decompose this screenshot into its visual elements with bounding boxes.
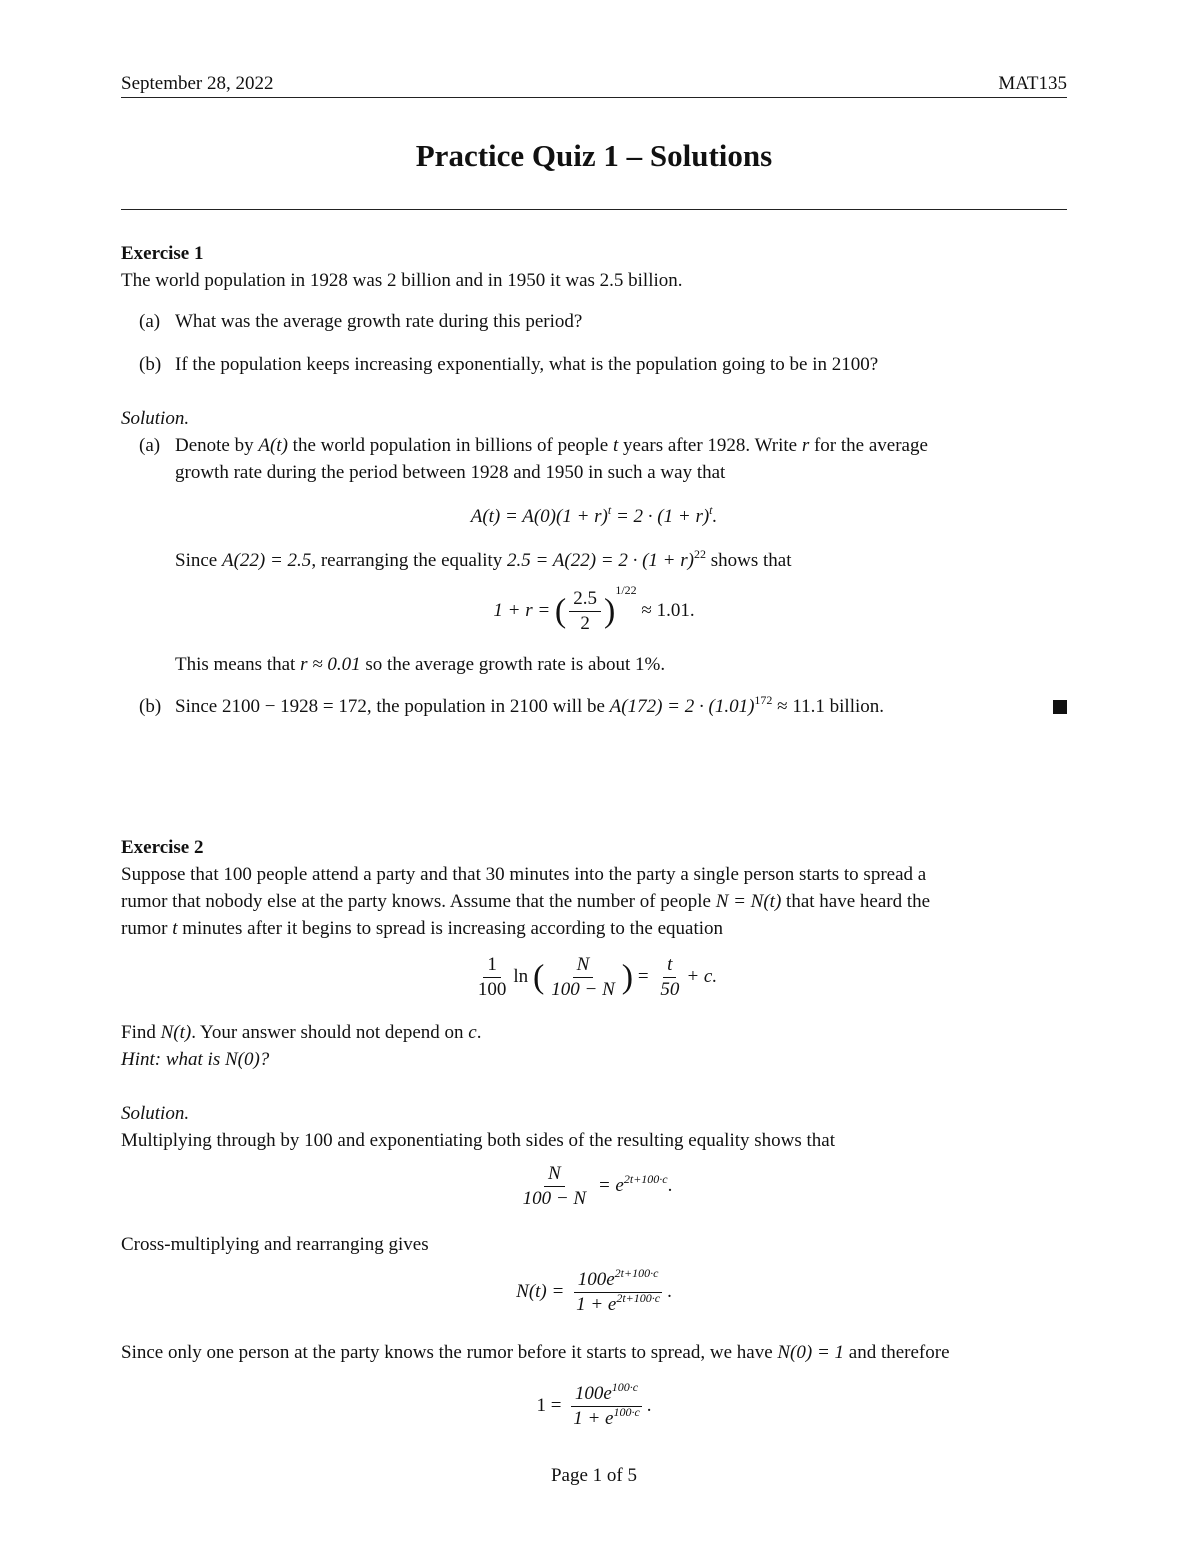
fraction: [569, 1382, 644, 1431]
eq-sup: t: [709, 503, 713, 517]
math-run: 2100 − 1928 = 172: [221, 696, 367, 717]
exercise-1-solution-label: Solution.: [121, 408, 190, 429]
exercise-2-solution-label: Solution.: [121, 1103, 190, 1124]
eq-part: 100e: [577, 1269, 615, 1290]
eq-rhs: = e: [597, 1174, 624, 1196]
fraction-denominator: 100 − N: [551, 979, 615, 1000]
document-page: [121, 0, 1067, 1553]
fraction-numerator: N: [544, 1162, 565, 1187]
fraction-denominator: 100 − N: [522, 1188, 587, 1209]
solution-b-label: (b): [139, 696, 162, 717]
header-course: MAT135: [998, 73, 1067, 94]
question-a-label: (a): [139, 311, 161, 332]
eq-part: 100e: [574, 1383, 612, 1404]
exercise-2-heading: Exercise 2: [121, 837, 204, 858]
text-run: for the average: [813, 435, 928, 456]
solution-2-line-1: Multiplying through by 100 and exponentiating both sides of the resulting equality shows that: [121, 1130, 836, 1151]
math-run: t: [172, 918, 178, 939]
title-rule: [121, 209, 1067, 210]
math-run: A(172) = 2 · (1.01): [609, 696, 755, 717]
solution-a-line-2: growth rate during the period between 1928 and 1950 in such a way that: [175, 462, 726, 483]
eq-sup: 2t+100·c: [614, 1266, 659, 1280]
text-run: , the population in 2100 will be: [366, 696, 605, 717]
solution-2-line-2: Cross-multiplying and rearranging gives: [121, 1234, 429, 1255]
eq-end: .: [646, 1394, 652, 1416]
math-A-t: A(t): [258, 435, 288, 456]
text-run: Since: [175, 696, 218, 717]
eq-sup: 2t+100·c: [623, 1171, 668, 1186]
text-run: years after 1928. Write: [623, 435, 798, 456]
equation-growth-model: [121, 503, 1067, 530]
header-date: September 28, 2022: [121, 73, 274, 94]
equation-rumor-model: [121, 953, 1067, 1002]
question-b-label: (b): [139, 354, 162, 375]
equation-initial-condition: [121, 1382, 1067, 1431]
solution-a-label: (a): [139, 435, 161, 456]
text-run: Since only one person at the party knows the rumor before it starts to spread, we have: [121, 1342, 773, 1363]
eq-part: A(t) = A(0)(1 + r): [470, 506, 608, 527]
text-run: that have heard the: [786, 891, 931, 912]
paren-left: (: [554, 592, 567, 630]
page-title: Practice Quiz 1 – Solutions: [415, 138, 773, 173]
text-run: rumor that nobody else at the party knows. Assume that the number of people: [121, 891, 711, 912]
ln-operator: ln: [513, 965, 529, 987]
exercise-1-intro: The world population in 1928 was 2 billion and in 1950 it was 2.5 billion.: [121, 270, 683, 291]
qed-square-icon: [1053, 700, 1067, 714]
text-run: . Your answer should not depend on: [191, 1022, 464, 1043]
text-run: Find: [121, 1022, 156, 1043]
eq-sup: 100·c: [611, 1380, 639, 1394]
fraction-numerator: [574, 1268, 663, 1293]
page-number: Page 1 of 5: [550, 1465, 637, 1486]
fraction: [656, 953, 683, 1002]
eq-lhs: N(t) =: [516, 1280, 565, 1302]
fraction-denominator: 50: [660, 979, 680, 1000]
fraction-denominator: [572, 1293, 664, 1317]
eq-sup: t: [607, 503, 612, 517]
eq-end: .: [667, 1280, 672, 1302]
text-run: ≈ 11.1 billion.: [777, 696, 885, 717]
text-run: so the average growth rate is about 1%.: [365, 654, 666, 675]
fraction-numerator: 2.5: [569, 587, 601, 612]
exercise-2-line-2: [121, 888, 1067, 915]
paren-right: ): [604, 592, 616, 630]
fraction-denominator: 100: [477, 979, 507, 1000]
solution-a-line-1: [175, 432, 1067, 459]
fraction: [569, 587, 601, 636]
text-run: shows that: [710, 550, 792, 571]
exercise-2-hint: Hint: what is N(0)?: [121, 1049, 270, 1070]
fraction: [547, 953, 619, 1002]
equation-N-of-t: [121, 1268, 1067, 1317]
header-rule: [121, 97, 1067, 98]
fraction-numerator: N: [573, 953, 594, 978]
fraction: [519, 1162, 591, 1211]
text-run: and therefore: [848, 1342, 950, 1363]
text-run: Since: [175, 550, 218, 571]
fraction: [572, 1268, 664, 1317]
fraction-numerator: [571, 1382, 642, 1407]
math-t: t: [613, 435, 619, 456]
fraction: [474, 953, 511, 1002]
math-run: A(22) = 2.5: [221, 550, 312, 571]
eq-exponent: 1/22: [615, 582, 637, 597]
text-run: Denote by: [175, 435, 254, 456]
question-a-text: What was the average growth rate during this period?: [175, 311, 583, 332]
text-run: This means that: [175, 654, 296, 675]
eq-lhs: 1 =: [536, 1394, 562, 1416]
eq-part: .: [712, 506, 718, 527]
math-sup: 172: [754, 693, 773, 707]
eq-lhs: 1 + r =: [493, 599, 551, 621]
exercise-2-line-1: Suppose that 100 people attend a party and that 30 minutes into the party a single person starts to spread a: [121, 864, 927, 885]
running-header: [121, 70, 1067, 98]
solution-2-line-3: [121, 1339, 1067, 1366]
eq-end: + c.: [686, 965, 718, 987]
solution-a-conclusion: [175, 651, 1067, 678]
fraction-numerator: t: [663, 953, 676, 978]
paren-right: ): [621, 958, 634, 996]
exercise-1-heading: Exercise 1: [121, 243, 204, 264]
fraction-denominator: 2: [580, 613, 590, 634]
math-run: N(0) = 1: [777, 1342, 845, 1363]
eq-end: .: [667, 1174, 673, 1196]
paren-left: (: [532, 958, 545, 996]
eq-part: = 2 · (1 + r): [611, 506, 710, 527]
equation-ratio: [121, 1162, 1067, 1211]
math-sup: 22: [693, 547, 706, 561]
eq-sup: 2t+100·c: [616, 1291, 661, 1305]
exercise-2-line-3: [121, 915, 1067, 942]
eq-part: 1 + e: [573, 1408, 614, 1429]
math-run: c: [468, 1022, 477, 1043]
text-run: rumor: [121, 918, 168, 939]
math-run: 2.5 = A(22) = 2 · (1 + r): [507, 550, 694, 571]
text-run: minutes after it begins to spread is increasing according to the equation: [182, 918, 724, 939]
solution-b-text: [175, 693, 1067, 720]
math-run: r ≈ 0.01: [300, 654, 361, 675]
eq-part: 1 + e: [576, 1294, 617, 1315]
fraction-denominator: [569, 1407, 644, 1431]
math-run: N(t): [160, 1022, 192, 1043]
exercise-2-task: [121, 1019, 1067, 1046]
text-run: the world population in billions of people: [292, 435, 609, 456]
solution-a-since-line: [175, 547, 1067, 574]
equation-one-plus-r: [121, 582, 1067, 636]
text-run: .: [476, 1022, 482, 1043]
eq-sup: 100·c: [613, 1405, 640, 1419]
math-run: N = N(t): [715, 891, 782, 912]
equals-sign: =: [637, 965, 649, 987]
math-r: r: [801, 435, 810, 456]
eq-rhs: ≈ 1.01.: [641, 599, 695, 621]
fraction-numerator: 1: [483, 953, 501, 978]
question-b-text: If the population keeps increasing exponentially, what is the population going to be in 2100?: [175, 354, 879, 375]
text-run: , rearranging the equality: [311, 550, 503, 571]
